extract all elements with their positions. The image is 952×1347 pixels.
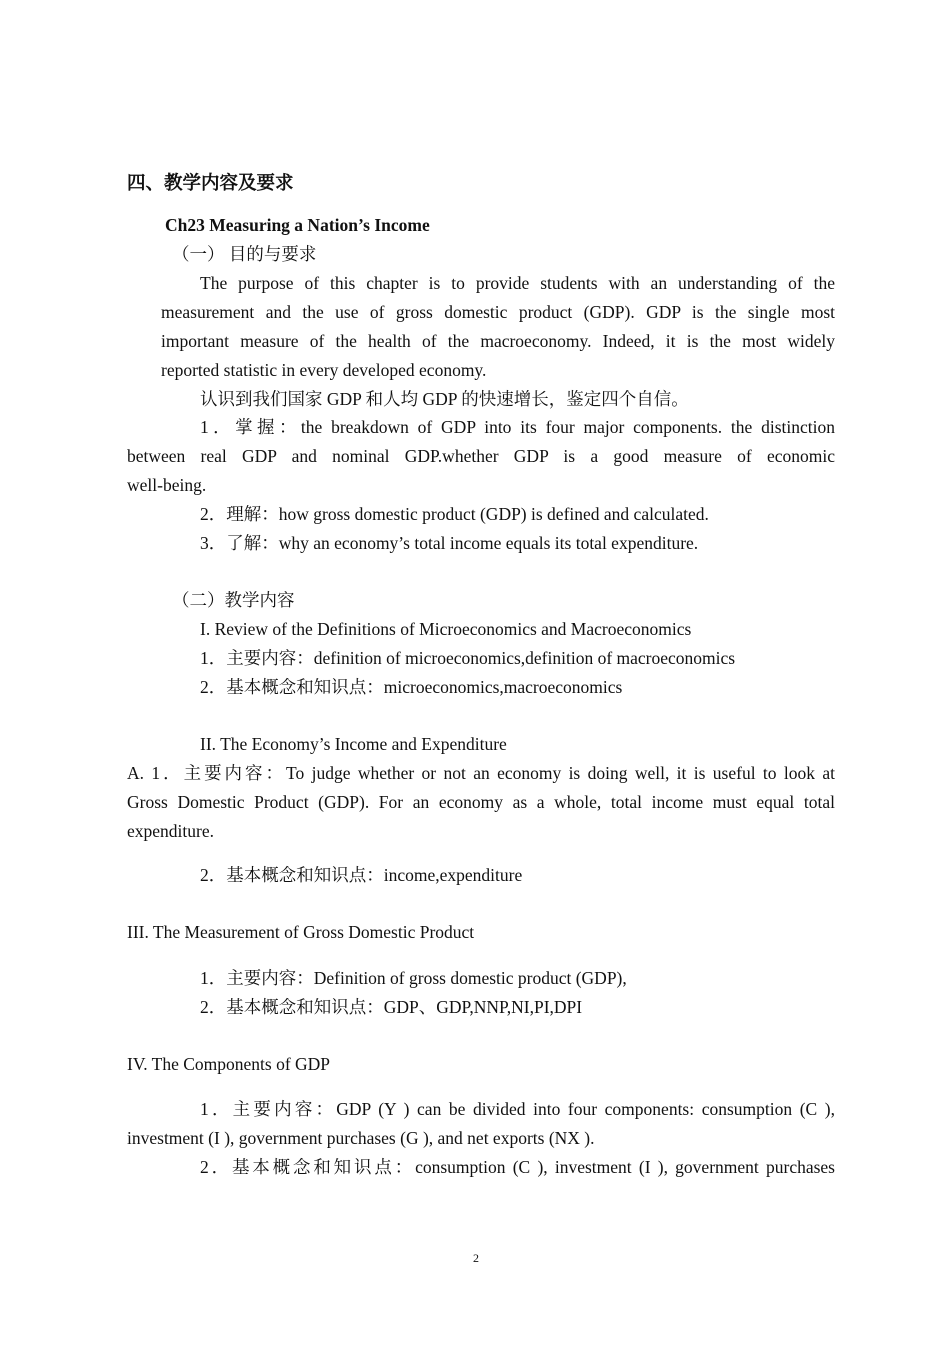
sec2-concepts: 2．基本概念和知识点：income,expenditure bbox=[200, 865, 523, 885]
sec2-main-line-3: expenditure. bbox=[127, 821, 214, 841]
intro-line-1: The purpose of this chapter is to provide students with an understanding of the bbox=[200, 273, 835, 293]
sec2-main-line-2: Gross Domestic Product (GDP). For an economy as a whole, total income must equal total bbox=[127, 792, 835, 812]
sec2-main-line-1: A. 1．主要内容：To judge whether or not an economy is doing well, it is useful to look at bbox=[127, 763, 835, 783]
part2-heading: （二）教学内容 bbox=[172, 590, 295, 610]
chapter-title: Ch23 Measuring a Nation’s Income bbox=[165, 215, 430, 235]
intro-line-3: important measure of the health of the macroeconomy. Indeed, it is the most widely bbox=[161, 331, 835, 351]
sec4-title: IV. The Components of GDP bbox=[127, 1054, 331, 1074]
sec1-title: I. Review of the Definitions of Microeconomics and Macroeconomics bbox=[200, 619, 692, 639]
goal-item-3: 3．了解：why an economy’s total income equals its total expenditure. bbox=[200, 533, 699, 553]
patriotic-line: 认识到我们国家 GDP 和人均 GDP 的快速增长，鉴定四个自信。 bbox=[200, 389, 689, 409]
intro-line-2: measurement and the use of gross domestic product (GDP). GDP is the single most bbox=[161, 302, 835, 322]
intro-line-4: reported statistic in every developed economy. bbox=[161, 360, 487, 380]
sec1-main: 1．主要内容：definition of microeconomics,definition of macroeconomics bbox=[200, 648, 736, 668]
sec3-main: 1．主要内容：Definition of gross domestic product (GDP), bbox=[200, 968, 627, 988]
sec4-concepts: 2．基本概念和知识点：consumption (C ), investment (I ), government purchases bbox=[200, 1157, 835, 1177]
sec3-title: III. The Measurement of Gross Domestic Product bbox=[127, 922, 475, 942]
goal-item-1-line-2: between real GDP and nominal GDP.whether GDP is a good measure of economic bbox=[127, 446, 835, 466]
section-title: 四、教学内容及要求 bbox=[127, 174, 294, 194]
sec4-main-line-1: 1．主要内容：GDP (Y ) can be divided into four components: consumption (C ), bbox=[200, 1099, 835, 1119]
page-number: 2 bbox=[473, 1251, 479, 1265]
part1-heading: （一） 目的与要求 bbox=[172, 244, 317, 264]
goal-item-1-line-1: 1．掌握：the breakdown of GDP into its four major components. the distinction bbox=[200, 417, 835, 437]
goal-item-2: 2．理解：how gross domestic product (GDP) is defined and calculated. bbox=[200, 504, 709, 524]
goal-item-1-line-3: well-being. bbox=[127, 475, 207, 495]
sec4-main-line-2: investment (I ), government purchases (G ), and net exports (NX ). bbox=[127, 1128, 595, 1148]
sec2-title: II. The Economy’s Income and Expenditure bbox=[200, 734, 507, 754]
sec1-concepts: 2．基本概念和知识点：microeconomics,macroeconomics bbox=[200, 677, 623, 697]
sec3-concepts: 2．基本概念和知识点：GDP、GDP,NNP,NI,PI,DPI bbox=[200, 997, 583, 1017]
